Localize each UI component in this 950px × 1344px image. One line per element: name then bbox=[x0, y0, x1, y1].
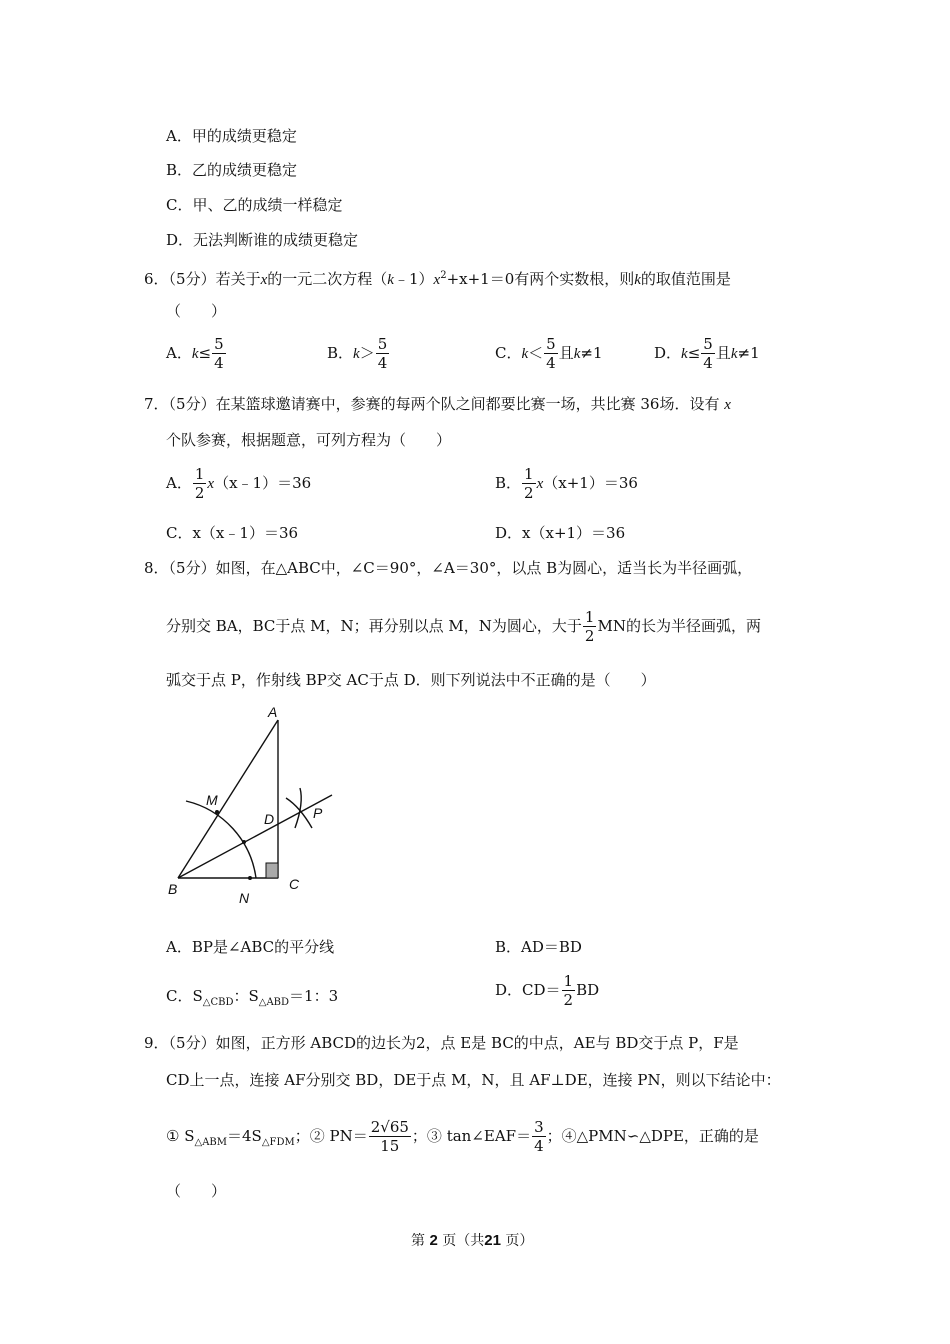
question-number: 9． bbox=[144, 1034, 169, 1052]
symbol: ＞ bbox=[359, 344, 375, 362]
q8-option-b: B．AD＝BD bbox=[495, 938, 582, 956]
q8-stem-line3: 弧交于点 P，作射线 BP交 AC于点 D．则下列说法中不正确的是（ ） bbox=[166, 671, 656, 689]
page-number: 2 bbox=[429, 1232, 438, 1249]
q9-conclusions bbox=[166, 1120, 759, 1154]
q6-option-a bbox=[166, 337, 227, 371]
q6-stem bbox=[144, 266, 731, 290]
total-pages: 21 bbox=[484, 1232, 501, 1249]
subscript: △ABD bbox=[258, 997, 290, 1008]
numerator: 1 bbox=[194, 465, 205, 483]
stem-text: （x+1）＝36 bbox=[543, 474, 638, 492]
fraction bbox=[193, 467, 207, 501]
stem-text: +x+1＝0有两个实数根，则 bbox=[446, 270, 635, 288]
arc-mn bbox=[186, 801, 256, 878]
var-x: x bbox=[207, 476, 215, 492]
denominator: 2 bbox=[563, 991, 574, 1009]
score: （5分） bbox=[168, 395, 216, 413]
fraction bbox=[522, 467, 536, 501]
var-k: k bbox=[634, 272, 641, 288]
denominator: 2 bbox=[524, 484, 534, 502]
label-m: M bbox=[206, 792, 218, 808]
q8-stem-line2 bbox=[166, 610, 761, 644]
q9-stem bbox=[144, 1033, 739, 1053]
stem-text: 且 bbox=[715, 344, 731, 362]
point-n bbox=[248, 876, 252, 880]
var-k: k bbox=[681, 346, 688, 362]
q5-option-c: C．甲、乙的成绩一样稳定 bbox=[166, 196, 343, 214]
footer-text: 第 bbox=[411, 1233, 425, 1249]
var-k: k bbox=[387, 272, 394, 288]
denominator: 2 bbox=[194, 484, 205, 502]
var-k: k bbox=[191, 346, 199, 362]
option-label: B． bbox=[495, 474, 522, 492]
var-x: x bbox=[724, 397, 731, 413]
q5-option-a: A．甲的成绩更稳定 bbox=[166, 127, 297, 145]
q7-option-c: C．x（x﹣1）＝36 bbox=[166, 524, 299, 542]
option-label: B． bbox=[327, 344, 354, 362]
q8-stem bbox=[144, 558, 752, 578]
question-number: 7． bbox=[144, 395, 169, 413]
q7-option-d: D．x（x+1）＝36 bbox=[495, 524, 626, 542]
numerator: 5 bbox=[546, 335, 556, 353]
q7-option-b bbox=[495, 467, 638, 501]
stem-text: 如图，在△ABC中，∠C＝90°，∠A＝30°，以点 B为圆心，适当长为半径画弧， bbox=[215, 559, 753, 577]
denominator: 4 bbox=[546, 354, 556, 372]
q9-answer-paren: （ ） bbox=[166, 1182, 227, 1200]
segment-ab bbox=[178, 720, 278, 878]
q7-option-a bbox=[166, 467, 311, 501]
q5-option-b: B．乙的成绩更稳定 bbox=[166, 161, 298, 179]
fraction bbox=[544, 337, 558, 371]
page-footer bbox=[411, 1230, 533, 1250]
exponent: 2 bbox=[440, 270, 447, 281]
fraction bbox=[212, 337, 226, 371]
q7-stem bbox=[144, 394, 731, 415]
ray-bp bbox=[178, 795, 332, 878]
q6-option-d bbox=[654, 337, 760, 371]
stem-text: 如图，正方形 ABCD的边长为2，点 E是 BC的中点，AE与 BD交于点 P，F是 bbox=[215, 1034, 739, 1052]
fraction bbox=[532, 1120, 546, 1154]
stem-text: ﹣1） bbox=[393, 270, 434, 288]
score: （5分） bbox=[168, 270, 216, 288]
q8-option-d bbox=[495, 974, 599, 1008]
stem-text: 分别交 BA，BC于点 M，N；再分别以点 M，N为圆心，大于 bbox=[166, 617, 582, 635]
option-label: C． bbox=[495, 344, 522, 362]
q6-answer-paren: （ ） bbox=[166, 302, 227, 320]
fraction bbox=[583, 610, 597, 644]
label-p: P bbox=[313, 805, 323, 821]
var-k: k bbox=[521, 346, 529, 362]
denominator: 4 bbox=[703, 354, 713, 372]
stem-text: ：S bbox=[233, 987, 259, 1005]
question-number: 8． bbox=[144, 559, 169, 577]
symbol: ＜ bbox=[528, 344, 544, 362]
stem-text: ；② PN＝ bbox=[294, 1127, 368, 1145]
fraction bbox=[376, 337, 390, 371]
stem-text: C．S bbox=[166, 987, 203, 1005]
option-label: A． bbox=[166, 344, 192, 362]
label-c: C bbox=[289, 876, 300, 892]
question-number: 6． bbox=[144, 270, 169, 288]
point-m bbox=[215, 810, 219, 814]
option-label: A． bbox=[166, 474, 192, 492]
label-d: D bbox=[264, 811, 275, 827]
denominator: 4 bbox=[377, 354, 388, 372]
subscript: △FDM bbox=[261, 1137, 295, 1148]
numerator: 3 bbox=[534, 1118, 544, 1136]
numerator: 1 bbox=[563, 972, 574, 990]
var-k: k bbox=[353, 346, 360, 362]
stem-text: 的一元二次方程（ bbox=[267, 270, 388, 288]
denominator: 4 bbox=[214, 354, 224, 372]
fraction bbox=[701, 337, 715, 371]
q7-stem-line2: 个队参赛，根据题意，可列方程为（ ） bbox=[166, 431, 452, 449]
q6-option-b bbox=[327, 337, 390, 371]
q5-option-d: D．无法判断谁的成绩更稳定 bbox=[166, 231, 359, 249]
stem-text: D．CD＝ bbox=[495, 981, 561, 999]
q9-stem-line2: CD上一点，连接 AF分别交 BD，DE于点 M，N，且 AF⊥DE，连接 PN，则以下结论中： bbox=[166, 1071, 781, 1089]
q6-option-c bbox=[495, 337, 603, 371]
numerator: 2√65 bbox=[370, 1118, 409, 1136]
stem-text: MN的长为半径画弧，两 bbox=[597, 617, 761, 635]
numerator: 5 bbox=[377, 335, 388, 353]
numerator: 5 bbox=[703, 335, 713, 353]
option-label: D． bbox=[654, 344, 682, 362]
stem-text: ≠1 bbox=[580, 344, 603, 362]
stem-text: ≠1 bbox=[737, 344, 760, 362]
point-intersection bbox=[242, 840, 246, 844]
footer-text: 页） bbox=[505, 1233, 534, 1249]
numerator: 1 bbox=[584, 608, 595, 626]
denominator: 2 bbox=[584, 627, 595, 645]
numerator: 5 bbox=[214, 335, 224, 353]
score: （5分） bbox=[168, 559, 216, 577]
symbol: ≤ bbox=[198, 344, 212, 362]
right-angle-mark bbox=[266, 863, 278, 878]
fraction bbox=[562, 974, 576, 1008]
stem-text: （x﹣1）＝36 bbox=[214, 474, 312, 492]
stem-text: 的取值范围是 bbox=[640, 270, 731, 288]
stem-text: ；④△PMN∽△DPE，正确的是 bbox=[546, 1127, 759, 1145]
q8-option-a: A．BP是∠ABC的平分线 bbox=[166, 938, 335, 956]
q8-triangle-figure bbox=[160, 700, 350, 910]
q8-option-c bbox=[166, 986, 338, 1013]
var-x: x bbox=[536, 476, 544, 492]
stem-text: 在某篮球邀请赛中，参赛的每两个队之间都要比赛一场，共比赛 36场．设有 bbox=[215, 395, 720, 413]
label-b: B bbox=[168, 881, 178, 897]
subscript: △ABM bbox=[194, 1137, 227, 1148]
score: （5分） bbox=[168, 1034, 216, 1052]
symbol: ≤ bbox=[687, 344, 701, 362]
stem-text: ＝4S bbox=[227, 1127, 262, 1145]
var-x: x bbox=[433, 272, 441, 288]
label-a: A bbox=[268, 704, 278, 720]
var-k: k bbox=[573, 346, 581, 362]
fraction bbox=[369, 1120, 411, 1154]
numerator: 1 bbox=[524, 465, 534, 483]
stem-text: BD bbox=[576, 981, 600, 999]
denominator: 15 bbox=[380, 1137, 400, 1155]
subscript: △CBD bbox=[202, 997, 234, 1008]
footer-text: 页（共 bbox=[442, 1233, 485, 1249]
stem-text: ；③ tan∠EAF＝ bbox=[411, 1127, 532, 1145]
var-k: k bbox=[730, 346, 738, 362]
stem-text: 且 bbox=[558, 344, 574, 362]
label-n: N bbox=[239, 890, 250, 906]
stem-text: ① S bbox=[166, 1127, 195, 1145]
var-x: x bbox=[260, 272, 268, 288]
denominator: 4 bbox=[534, 1137, 544, 1155]
stem-text: ＝1：3 bbox=[289, 987, 339, 1005]
stem-text: 若关于 bbox=[215, 270, 261, 288]
